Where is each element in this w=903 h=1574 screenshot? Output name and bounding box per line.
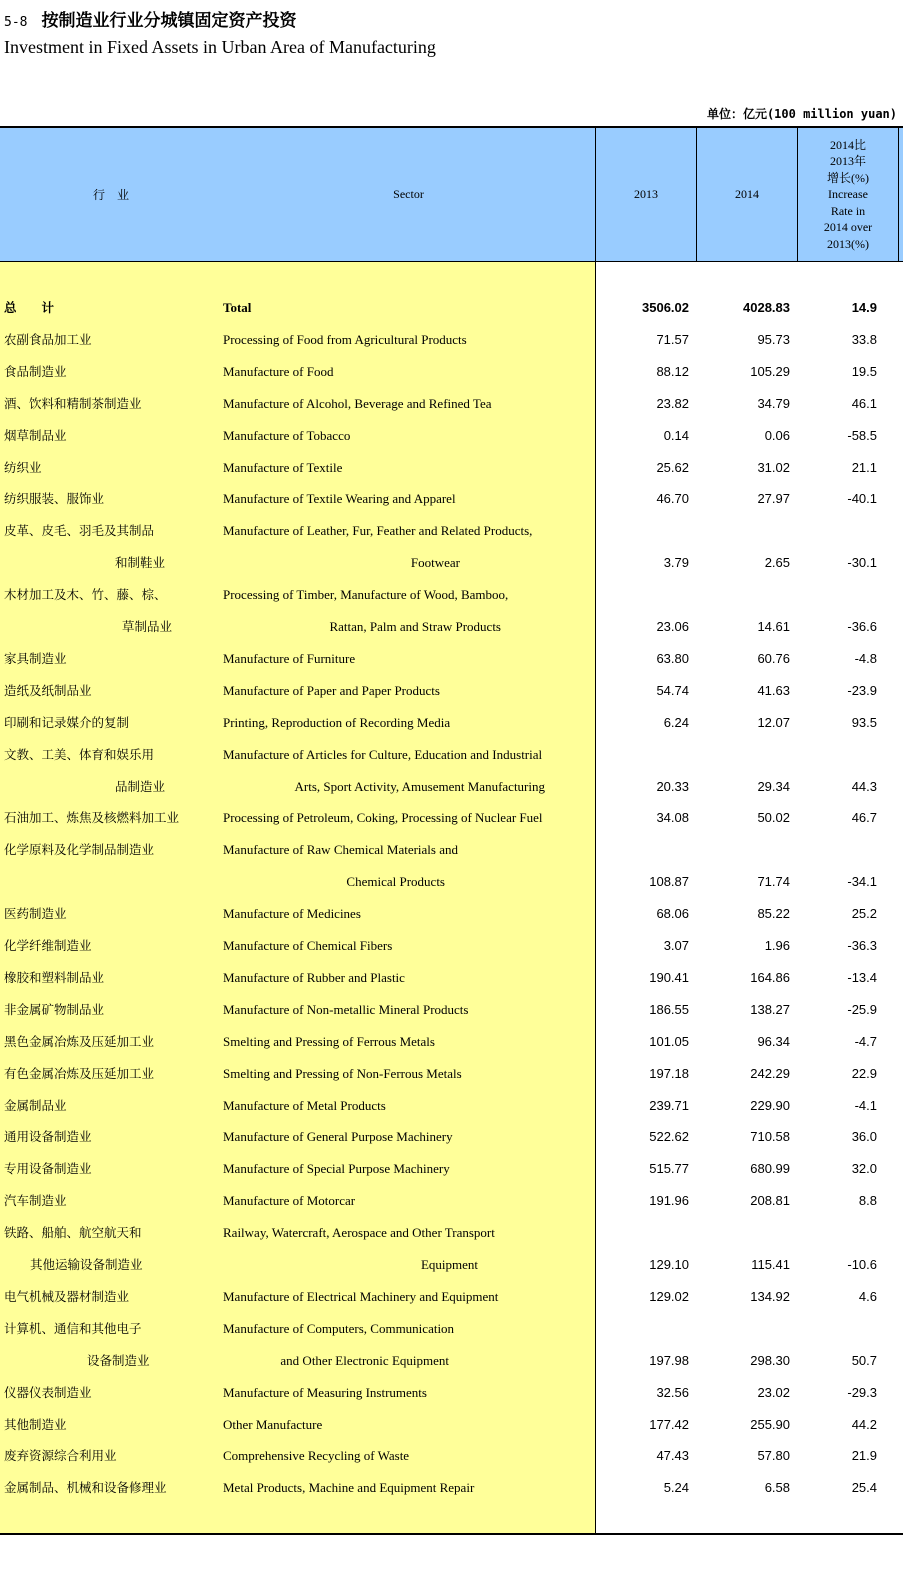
sector-en: Manufacture of Paper and Paper Products [223, 682, 440, 698]
bottom-rule [0, 1533, 903, 1535]
header-rate-line: 2014 over [823, 220, 873, 235]
value-2013: 101.05 [649, 1033, 689, 1049]
sector-en: Metal Products, Machine and Equipment Repair [223, 1480, 475, 1496]
sector-cn: 非金属矿物制品业 [4, 1001, 105, 1017]
value-2014: 134.92 [750, 1288, 790, 1304]
table-row [0, 458, 903, 478]
sector-en: Total [223, 300, 252, 315]
header-sector-en: Sector [393, 187, 424, 201]
increase-rate: -34.1 [847, 874, 877, 890]
sector-cn: 设备制造业 [87, 1352, 150, 1368]
sector-cn: 通用设备制造业 [4, 1129, 92, 1145]
increase-rate: 4.6 [858, 1288, 877, 1304]
sector-cn: 化学原料及化学制品制造业 [4, 842, 155, 858]
header-rate-line: Rate in [830, 203, 866, 218]
increase-rate: -36.6 [847, 619, 877, 634]
sector-cn: 有色金属冶炼及压延加工业 [4, 1065, 155, 1081]
sector-en: Footwear [410, 555, 460, 571]
increase-rate: 14.9 [851, 300, 877, 315]
value-2014: 50.02 [757, 810, 790, 826]
value-2014: 115.41 [751, 1257, 790, 1272]
sector-en: Smelting and Pressing of Ferrous Metals [223, 1033, 435, 1049]
value-2013: 515.77 [649, 1161, 689, 1177]
table-row [0, 1446, 903, 1466]
value-2013: 34.08 [656, 810, 689, 826]
table-row [0, 330, 903, 350]
value-2014: 34.79 [757, 395, 790, 411]
sector-en: Manufacture of Articles for Culture, Education and Industrial [223, 746, 543, 762]
table-row [0, 1000, 903, 1020]
value-2013: 23.82 [656, 395, 689, 411]
sector-en: Processing of Food from Agricultural Products [223, 331, 467, 347]
table-row [0, 936, 903, 956]
value-2013: 3.79 [663, 555, 689, 571]
table-header [0, 128, 903, 262]
value-2013: 3.07 [663, 938, 689, 953]
table-row [0, 1223, 903, 1243]
value-2013: 25.62 [656, 459, 689, 475]
value-2014: 4028.83 [743, 300, 790, 315]
sector-cn: 金属制品业 [4, 1097, 67, 1113]
header-rate-line: Increase [828, 187, 868, 202]
table-number: 5-8 [4, 15, 28, 30]
sector-cn: 橡胶和塑料制品业 [4, 969, 105, 985]
value-2014: 255.90 [750, 1416, 790, 1432]
header-rate-line: 2013年 [829, 154, 866, 169]
increase-rate: 46.7 [851, 810, 877, 826]
value-2014: 96.34 [757, 1033, 790, 1049]
value-2014: 105.29 [750, 363, 790, 379]
header-rate-line: 2014比 [829, 137, 866, 152]
table-row [0, 1287, 903, 1307]
sector-en: Manufacture of Medicines [223, 906, 361, 922]
value-2013: 5.24 [663, 1480, 689, 1496]
value-2013: 68.06 [656, 906, 689, 922]
sector-cn: 皮革、皮毛、羽毛及其制品 [4, 523, 155, 539]
increase-rate: 44.2 [851, 1416, 877, 1432]
sector-en: Chemical Products [346, 874, 445, 890]
value-2013: 6.24 [663, 714, 689, 730]
table-row [0, 681, 903, 701]
table-row [0, 585, 903, 605]
increase-rate: -40.1 [847, 491, 877, 507]
sector-en: Processing of Timber, Manufacture of Wood, Bamboo, [223, 587, 509, 603]
value-2013: 129.02 [649, 1288, 689, 1304]
increase-rate: 93.5 [851, 714, 877, 730]
sector-cn: 废弃资源综合利用业 [4, 1448, 117, 1464]
sector-en: Manufacture of Rubber and Plastic [223, 969, 405, 985]
sector-cn: 金属制品、机械和设备修理业 [4, 1480, 167, 1496]
sector-cn: 酒、饮料和精制茶制造业 [4, 395, 142, 411]
sector-cn: 食品制造业 [4, 363, 67, 379]
value-2014: 29.34 [757, 778, 790, 794]
sector-cn: 化学纤维制造业 [4, 938, 92, 953]
table-row [0, 1255, 903, 1275]
increase-rate: 33.8 [851, 331, 877, 347]
sector-cn: 文教、工美、体育和娱乐用 [4, 746, 155, 762]
sector-cn: 专用设备制造业 [4, 1161, 92, 1177]
header-rate-line: 2013(%) [826, 236, 869, 251]
table-row [0, 649, 903, 669]
value-2014: 164.86 [750, 969, 790, 985]
value-2014: 6.58 [764, 1480, 790, 1496]
sector-en: Manufacture of Chemical Fibers [223, 938, 393, 953]
value-2014: 229.90 [750, 1097, 790, 1113]
sector-en: Manufacture of Food [223, 363, 334, 379]
table-row [0, 298, 903, 318]
value-2013: 46.70 [656, 491, 689, 507]
sector-cn: 木材加工及木、竹、藤、棕、 [4, 587, 167, 603]
table-row [0, 553, 903, 573]
sector-en: Equipment [420, 1257, 478, 1272]
value-2013: 197.98 [649, 1352, 689, 1368]
sector-cn: 铁路、船舶、航空航天和 [4, 1225, 142, 1241]
divider-2014 [797, 128, 798, 261]
value-2014: 680.99 [750, 1161, 790, 1177]
table-row [0, 840, 903, 860]
sector-en: Comprehensive Recycling of Waste [223, 1448, 410, 1464]
increase-rate: 19.5 [851, 363, 877, 379]
value-2014: 71.74 [757, 874, 790, 890]
divider-2013 [696, 128, 697, 261]
sector-column-background [0, 262, 595, 1533]
value-2014: 242.29 [750, 1065, 790, 1081]
value-2013: 239.71 [649, 1097, 689, 1113]
value-2014: 23.02 [757, 1384, 790, 1400]
sector-cn: 品制造业 [115, 778, 166, 794]
table-row [0, 1096, 903, 1116]
value-2013: 63.80 [656, 650, 689, 666]
increase-rate: 32.0 [851, 1161, 877, 1177]
sector-cn: 烟草制品业 [4, 427, 67, 443]
value-2014: 95.73 [757, 331, 790, 347]
sector-en: Manufacture of Electrical Machinery and Equipment [223, 1288, 499, 1304]
sector-en: Manufacture of Computers, Communication [223, 1320, 455, 1336]
value-2014: 41.63 [757, 682, 790, 698]
increase-rate: 21.9 [851, 1448, 877, 1464]
value-2013: 23.06 [656, 619, 689, 634]
sector-en: Manufacture of Non-metallic Mineral Products [223, 1001, 469, 1017]
increase-rate: -25.9 [847, 1001, 877, 1017]
increase-rate: 36.0 [851, 1129, 877, 1145]
header-rate-line: 增长(%) [826, 170, 869, 185]
sector-en: Printing, Reproduction of Recording Media [223, 714, 451, 730]
table-row [0, 968, 903, 988]
increase-rate: 25.4 [851, 1480, 877, 1496]
sector-cn: 石油加工、炼焦及核燃料加工业 [4, 810, 180, 826]
table-row [0, 745, 903, 765]
value-2013: 108.87 [649, 874, 689, 890]
value-2014: 138.27 [750, 1001, 790, 1017]
value-2014: 27.97 [757, 491, 790, 507]
sector-en: Other Manufacture [223, 1416, 323, 1432]
header-2013: 2013 [634, 187, 658, 201]
value-2014: 60.76 [757, 650, 790, 666]
value-2013: 0.14 [663, 427, 689, 443]
increase-rate: 25.2 [851, 906, 877, 922]
table-row [0, 1319, 903, 1339]
sector-en: Manufacture of General Purpose Machinery [223, 1129, 453, 1145]
sector-cn: 仪器仪表制造业 [4, 1384, 92, 1400]
header-sector-cn: 行 业 [92, 188, 129, 202]
value-2014: 31.02 [757, 459, 790, 475]
value-2014: 12.07 [757, 714, 790, 730]
sector-cn: 电气机械及器材制造业 [4, 1288, 130, 1304]
increase-rate: -36.3 [847, 938, 877, 953]
sector-cn: 其他制造业 [4, 1416, 67, 1432]
increase-rate: -29.3 [847, 1384, 877, 1400]
sector-cn: 印刷和记录媒介的复制 [4, 714, 130, 730]
table-row [0, 489, 903, 509]
value-2013: 54.74 [656, 682, 689, 698]
sector-en: Manufacture of Special Purpose Machinery [223, 1161, 450, 1177]
increase-rate: 46.1 [851, 395, 877, 411]
sector-cn: 计算机、通信和其他电子 [4, 1320, 142, 1336]
sector-cn: 和制鞋业 [115, 555, 166, 571]
sector-en: Manufacture of Tobacco [223, 427, 351, 443]
value-2013: 186.55 [649, 1001, 689, 1017]
table-row [0, 808, 903, 828]
table-row [0, 1159, 903, 1179]
sector-cn: 纺织业 [4, 459, 42, 475]
sector-cn: 纺织服装、服饰业 [4, 491, 105, 507]
table-row [0, 394, 903, 414]
sector-en: Manufacture of Leather, Fur, Feather and Related Products, [223, 523, 533, 539]
sector-en: Manufacture of Textile [223, 459, 343, 475]
increase-rate: -58.5 [847, 427, 877, 443]
sector-en: Manufacture of Raw Chemical Materials and [223, 842, 458, 858]
value-2013: 47.43 [656, 1448, 689, 1464]
table-title-cn [4, 6, 296, 31]
sector-cn: 汽车制造业 [4, 1193, 67, 1209]
table-row [0, 1127, 903, 1147]
increase-rate: 21.1 [851, 459, 877, 475]
table-row [0, 872, 903, 892]
sector-cn: 草制品业 [122, 619, 173, 634]
value-2014: 710.58 [750, 1129, 790, 1145]
table-row [0, 362, 903, 382]
sector-cn: 黑色金属冶炼及压延加工业 [4, 1033, 155, 1049]
increase-rate: -4.1 [854, 1097, 877, 1113]
sector-en: Railway, Watercraft, Aerospace and Other Transport [223, 1225, 495, 1241]
value-2014: 0.06 [764, 427, 790, 443]
increase-rate: -13.4 [847, 969, 877, 985]
table-row [0, 1351, 903, 1371]
sector-en: Manufacture of Textile Wearing and Apparel [223, 491, 456, 507]
sector-en: Processing of Petroleum, Coking, Processing of Nuclear Fuel [223, 810, 543, 826]
increase-rate: -30.1 [847, 555, 877, 571]
value-2014: 2.65 [764, 555, 790, 571]
sector-en: Manufacture of Motorcar [223, 1193, 356, 1209]
value-2013: 71.57 [656, 331, 689, 347]
value-2013: 32.56 [656, 1384, 689, 1400]
table-row [0, 904, 903, 924]
sector-en: and Other Electronic Equipment [280, 1352, 449, 1368]
increase-rate: -23.9 [847, 682, 877, 698]
sector-cn: 家具制造业 [4, 650, 67, 666]
increase-rate: 8.8 [858, 1193, 877, 1209]
increase-rate: 44.3 [851, 778, 877, 794]
table-row [0, 617, 903, 637]
unit-label: 单位：亿元(100 million yuan) [706, 107, 897, 121]
table-row [0, 426, 903, 446]
value-2014: 298.30 [750, 1352, 790, 1368]
value-2013: 20.33 [656, 778, 689, 794]
header-rate [798, 128, 898, 261]
sector-en: Manufacture of Measuring Instruments [223, 1384, 427, 1400]
sector-cn: 造纸及纸制品业 [4, 682, 92, 698]
table-row [0, 521, 903, 541]
value-2013: 3506.02 [642, 300, 689, 315]
value-2014: 208.81 [750, 1193, 790, 1209]
sector-en: Manufacture of Metal Products [223, 1097, 386, 1113]
table-row [0, 1191, 903, 1211]
sector-cn: 其他运输设备制造业 [30, 1257, 143, 1272]
value-2014: 85.22 [757, 906, 790, 922]
increase-rate: -4.7 [854, 1033, 877, 1049]
value-2013: 177.42 [649, 1416, 689, 1432]
table-row [0, 1064, 903, 1084]
sector-en: Manufacture of Furniture [223, 650, 356, 666]
value-2013: 129.10 [649, 1257, 689, 1272]
increase-rate: -10.6 [847, 1257, 877, 1272]
sector-en: Arts, Sport Activity, Amusement Manufacturing [294, 778, 545, 794]
value-2013: 522.62 [649, 1129, 689, 1145]
value-2014: 14.61 [757, 619, 790, 634]
value-2014: 57.80 [757, 1448, 790, 1464]
divider-right [898, 128, 899, 261]
table-row [0, 1478, 903, 1498]
sector-en: Smelting and Pressing of Non-Ferrous Metals [223, 1065, 462, 1081]
table-title-cn-text: 按制造业行业分城镇固定资产投资 [41, 11, 297, 31]
sector-en: Manufacture of Alcohol, Beverage and Refined Tea [223, 395, 492, 411]
increase-rate: 50.7 [851, 1352, 877, 1368]
value-2013: 190.41 [649, 969, 689, 985]
table-row [0, 1383, 903, 1403]
sector-cn: 农副食品加工业 [4, 331, 92, 347]
value-2013: 88.12 [656, 363, 689, 379]
header-2014: 2014 [735, 187, 759, 201]
increase-rate: 22.9 [851, 1065, 877, 1081]
increase-rate: -4.8 [854, 650, 877, 666]
table-row [0, 1415, 903, 1435]
table-row [0, 713, 903, 733]
table-row [0, 1032, 903, 1052]
value-2013: 191.96 [649, 1193, 689, 1209]
value-2014: 1.96 [764, 938, 790, 953]
sector-cn: 总 计 [4, 300, 55, 315]
table-title-en: Investment in Fixed Assets in Urban Area of Manufacturing [4, 37, 436, 57]
sector-en: Rattan, Palm and Straw Products [329, 619, 501, 634]
sector-cn: 医药制造业 [4, 906, 67, 922]
table-row [0, 777, 903, 797]
value-2013: 197.18 [649, 1065, 689, 1081]
